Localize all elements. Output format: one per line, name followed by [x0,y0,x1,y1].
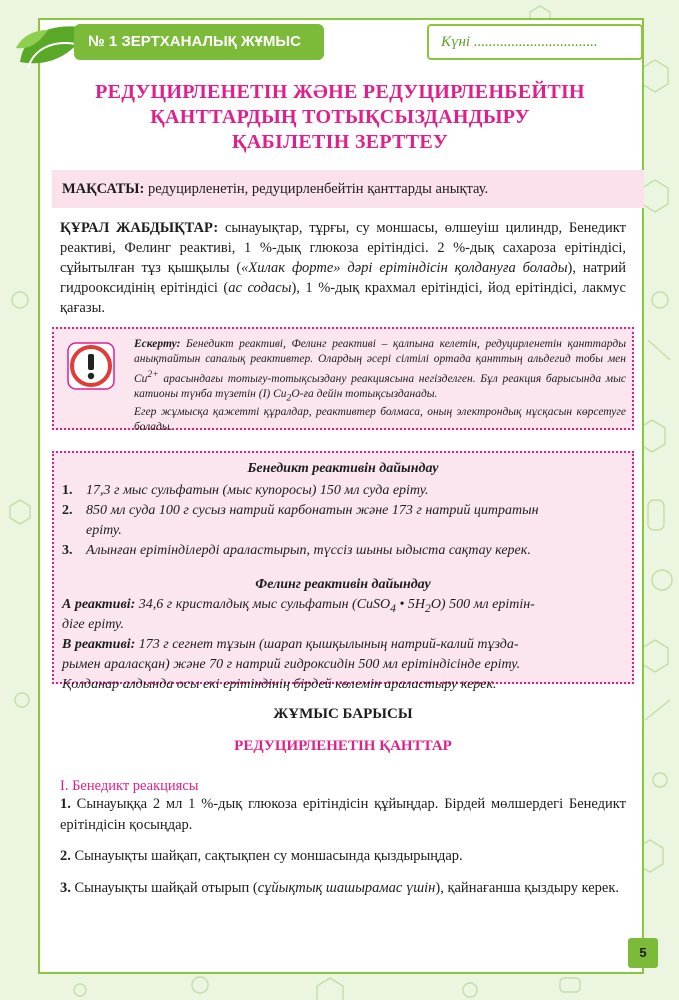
warning-subscript: 2 [286,392,292,404]
procedure-subheading: РЕДУЦИРЛЕНЕТІН ҚАНТТАР [234,738,452,754]
step-text: 850 мл суда 100 г сусыз натрий карбонатын және 173 г натрий цитратын [86,503,539,518]
warning-superscript: 2+ [147,369,159,380]
title-line: ҚАБІЛЕТІН ЗЕРТТЕУ [231,131,449,153]
procedure-step [60,794,626,836]
step-text: Алынған ерітінділерді араластырып, түссіз шыны ыдыста сақтау керек. [86,543,531,558]
equipment-note: ас содасы [228,280,292,296]
equipment-text: ), натрий гидрооксидінің ерітіндісі ( [60,260,626,296]
step-number: 1. [62,483,73,498]
equipment-label: ҚҰРАЛ ЖАБДЫҚТАР: [60,220,219,236]
step-note: сұйықтық шашырамас үшін [257,880,436,896]
warning-body: арасындағы тотығу-тотықсыздану реакциясына негізделген. Бұл реакция барысында мыс катионы түнба түзетін (I) Cu [134,372,626,400]
reagent-a-label: А реактиві: [62,597,136,612]
reagent-a-text: 34,6 г кристалдық мыс сульфатын (CuSO [135,597,391,612]
warning-label: Ескерту: [134,338,181,350]
section-heading: I. Бенедикт реакциясы [60,778,199,794]
fehling-b-line: рымен араласқан) және 70 г натрий гидроксидін 500 мл ерітіндісінде еріту. [62,657,521,672]
reagent-a-text: • 5H [395,597,425,612]
fehling-b-line: Қолданар алдында осы екі ерітіндінің бірдей көлемін араластыру керек. [62,677,497,692]
equipment-paragraph [60,218,626,318]
aim-label: МАҚСАТЫ: [62,181,145,197]
aim-text: редуцирленетін, редуцирленбейтін қанттарды анықтау. [144,181,489,197]
aim-box [52,170,644,208]
page-title [60,80,620,155]
warning-body: O-ға дейін тотықсызданады. [291,387,438,400]
procedure-step [60,846,626,867]
step-text: 17,3 г мыс сульфатын (мыс купоросы) 150 мл суда еріту. [86,483,429,498]
reagent-b-text: 173 г сегнет тұзын (шарап қышқылының натрий-калий тұзда- [135,637,519,652]
step-text: Сынауыққа 2 мл 1 %-дық глюкоза ерітіндісін құйыңдар. Бірдей мөлшердегі Бенедикт ерітіндісін қосыңдар. [60,796,626,833]
warning-text [134,337,626,435]
lab-number-label: № 1 ЗЕРТХАНАЛЫҚ ЖҰМЫС [74,24,324,60]
fehling-a-line: діге еріту. [62,617,124,632]
step-number: 2. [60,848,71,864]
fehling-heading: Фелинг реактивін дайындау [255,577,431,592]
step-text: ), қайнағанша қыздыру керек. [435,880,620,896]
step-number: 3. [60,880,71,896]
title-line: РЕДУЦИРЛЕНЕТІН ЖӘНЕ РЕДУЦИРЛЕНБЕЙТІН [95,81,585,103]
reagent-preparation-box [52,451,634,692]
benedict-step [62,541,620,561]
subscript: 4 [390,601,396,615]
procedure-step [60,878,626,899]
reagent-b-label: В реактиві: [62,637,136,652]
warning-box [52,327,634,434]
benedict-step-continuation [62,521,644,541]
equipment-text: ), 1 %-дық крахмал ерітіндісі, йод ерітіндісі, лакмус қағазы. [60,280,626,316]
subscript: 2 [424,601,431,615]
step-number: 1. [60,796,71,812]
equipment-note: «Хилак форте» дәрі ерітіндісін қолдануға болады [241,260,568,276]
benedict-heading: Бенедикт реактивін дайындау [247,461,439,476]
warning-body: Бенедикт реактиві, Фелинг реактиві – қалпына келетін, редуцирленетін қанттарды анықтайтын сапалық реактивтер. Олардың әсері сілтілі ортада қанттың альдегид тобы мен Cu [134,338,626,385]
step-number: 3. [62,543,73,558]
date-label: Күні [441,34,471,50]
warning-body: Егер жұмысқа қажетті құралдар, реактивтер болмаса, оның электрондық нұсқасын көрсетуге болады. [134,406,626,434]
page-number: 5 [628,938,658,968]
date-field[interactable] [427,24,643,60]
exclamation-icon [64,339,118,393]
date-dots: ................................. [470,34,598,50]
step-text: еріту. [86,523,122,538]
procedure-heading: ЖҰМЫС БАРЫСЫ [273,706,413,722]
benedict-step [62,501,620,521]
benedict-step [62,481,620,501]
step-text: Сынауықты шайқай отырып ( [70,880,258,896]
reagent-a-text: O) 500 мл ерітін- [430,597,535,612]
equipment-text: сынауықтар, тұрғы, су моншасы, өлшеуіш цилиндр, Бенедикт реактиві, Фелинг реактиві, 1 %-дық глюкоза ерітіндісі. 2 %-дық сахароза ерітіндісі, сұйытылған тұз қышқылы ( [60,220,626,276]
title-line: ҚАНТТАРДЫҢ ТОТЫҚСЫЗДАНДЫРУ [150,106,530,128]
fehling-b-line [62,635,620,655]
step-number: 2. [62,503,73,518]
step-text: Сынауықты шайқап, сақтықпен су моншасында қыздырыңдар. [70,848,463,864]
